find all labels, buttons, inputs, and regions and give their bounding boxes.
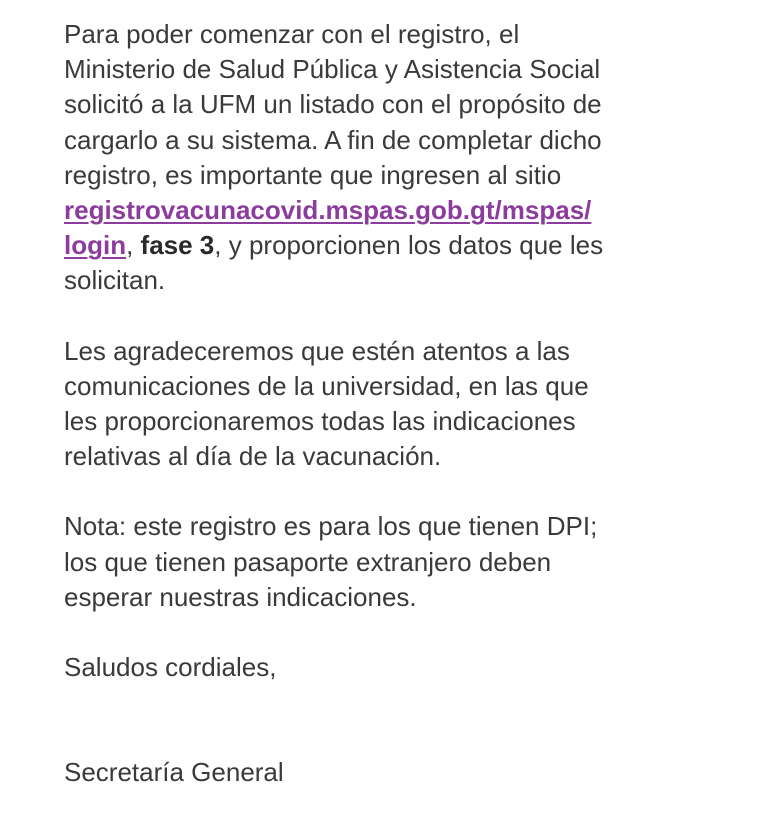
paragraph-note — [64, 509, 744, 615]
registration-link[interactable]: registrovacunacovid.mspas.gob.gt/mspas/ — [64, 195, 592, 226]
text-line: Les agradeceremos que estén atentos a las — [64, 335, 570, 366]
text-line: registro, es importante que ingresen al sitio — [64, 159, 562, 190]
registration-link-continued[interactable]: login — [64, 230, 127, 261]
text-line: Saludos cordiales, — [64, 652, 277, 683]
text-line — [64, 193, 744, 228]
text-fragment: , y proporcionen los datos que les — [214, 230, 604, 261]
text-line: esperar nuestras indicaciones. — [64, 581, 417, 612]
closing-greeting — [64, 650, 744, 685]
text-line: cargarlo a su sistema. A fin de completar dicho — [64, 124, 602, 155]
text-line: Nota: este registro es para los que tienen DPI; — [64, 511, 598, 542]
text-line: Para poder comenzar con el registro, el — [64, 19, 520, 49]
text-line: les proporcionaremos todas las indicaciones — [64, 406, 576, 437]
phase-label: fase 3 — [140, 230, 215, 261]
text-line: Ministerio de Salud Pública y Asistencia Social — [64, 54, 601, 85]
text-line: solicitó a la UFM un listado con el propósito de — [64, 89, 602, 120]
text-line — [64, 228, 744, 263]
text-line: comunicaciones de la universidad, en las que — [64, 370, 589, 401]
paragraph-communications — [64, 334, 744, 475]
email-body — [64, 17, 744, 825]
signature — [64, 755, 744, 790]
text-line: relativas al día de la vacunación. — [64, 441, 442, 472]
separator-text: , — [126, 230, 141, 261]
paragraph-registration — [64, 17, 744, 299]
text-line: los que tienen pasaporte extranjero deben — [64, 546, 552, 577]
text-line: solicitan. — [64, 265, 166, 296]
signature-line: Secretaría General — [64, 757, 284, 788]
